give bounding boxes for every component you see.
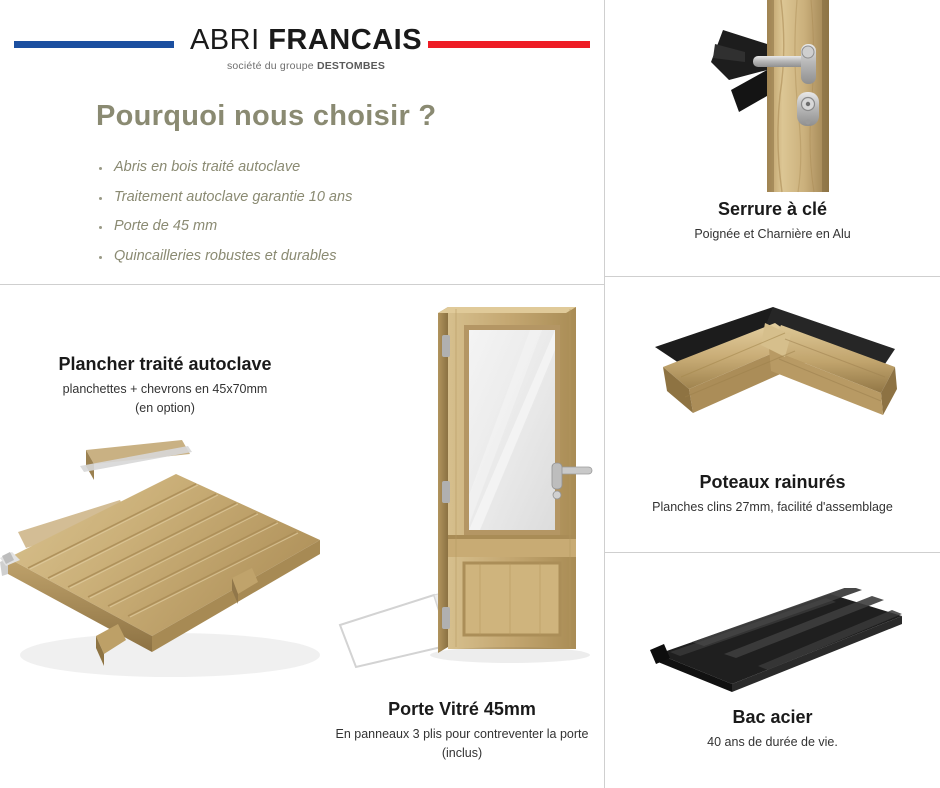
floor-subtitle-2: (en option) [135,400,195,415]
list-item: Quincailleries robustes et durables [96,249,352,264]
brand-name-light: ABRI [189,24,260,56]
floor-subtitle-1: planchettes + chevrons en 45x70mm [62,381,268,396]
steel-roof-illustration [640,588,910,708]
posts-caption [605,473,940,516]
brand-logo [186,26,426,72]
brand-tagline-pre: société du groupe [226,60,317,72]
door-title: Porte Vitré 45mm [388,699,536,719]
floor-illustration [0,440,330,685]
door-subtitle-1: En panneaux 3 plis pour contreventer la porte [335,726,589,741]
glazed-door-illustration [330,295,600,695]
flag-bar-blue [14,41,174,48]
posts-subtitle: Planches clins 27mm, facilité d'assemblage [652,499,893,514]
door-caption [320,700,604,762]
header [0,0,604,96]
steel-title: Bac acier [732,707,813,727]
brand-name [186,26,426,55]
lock-illustration [705,0,915,200]
why-choose-us-list [96,160,352,278]
lock-caption [605,200,940,243]
steel-caption [605,708,940,751]
floor-caption [0,355,330,417]
flag-bar-red [428,41,590,48]
list-item: Traitement autoclave garantie 10 ans [96,190,352,205]
feature-door [320,285,604,788]
steel-subtitle: 40 ans de durée de vie. [707,734,838,749]
why-choose-us-title: Pourquoi nous choisir ? [96,100,437,132]
feature-floor [0,285,330,788]
brand-name-bold: FRANCAIS [268,24,423,56]
list-item: Abris en bois traité autoclave [96,160,352,175]
lock-subtitle: Poignée et Charnière en Alu [694,226,851,241]
lock-title: Serrure à clé [717,199,828,219]
feature-lock [605,0,940,276]
grooved-posts-illustration [645,305,915,470]
floor-title: Plancher traité autoclave [58,354,272,374]
brand-tagline-bold: DESTOMBES [316,60,386,72]
brand-tagline [186,60,426,72]
posts-title: Poteaux rainurés [699,472,846,492]
list-item: Porte de 45 mm [96,219,352,234]
feature-steel [605,553,940,788]
door-subtitle-2: (inclus) [441,745,483,760]
feature-posts [605,277,940,552]
